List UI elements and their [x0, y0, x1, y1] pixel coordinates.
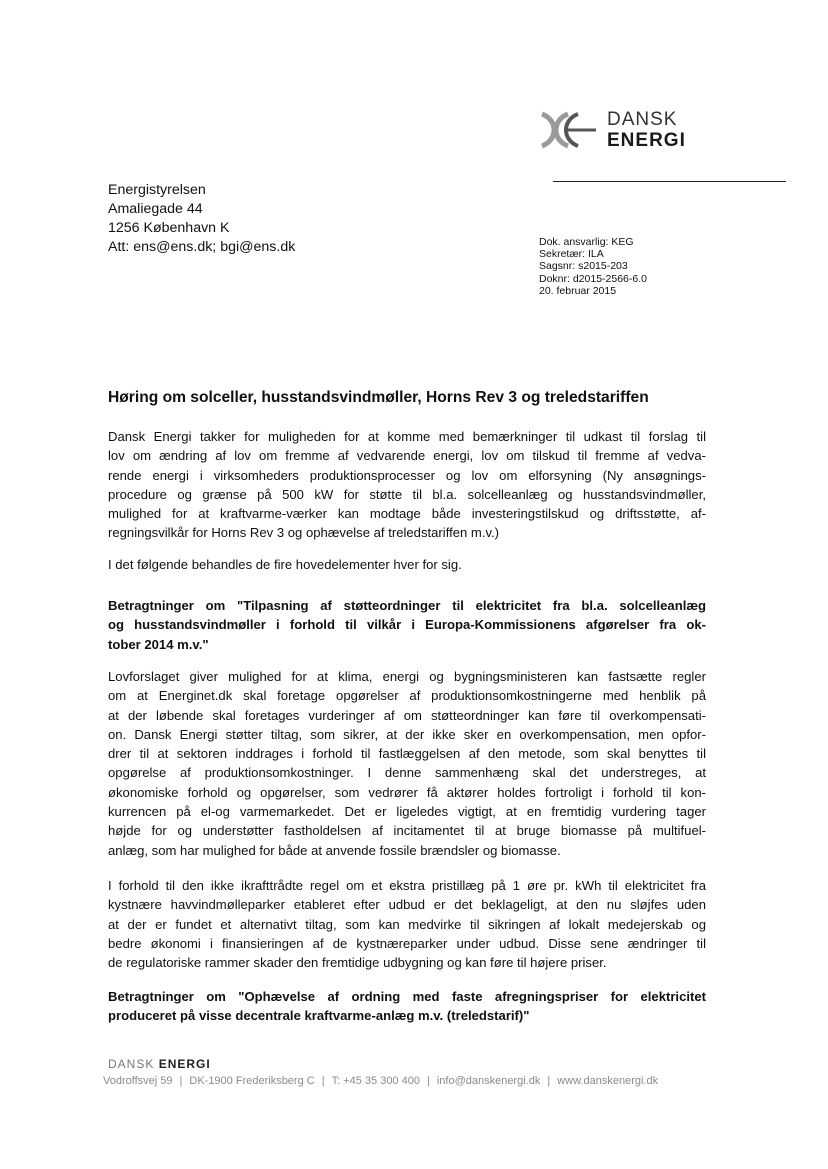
document-meta: [539, 236, 647, 297]
text-line: bedre økonomi i finansieringen af de kystnæreparker under udbud. Disse sene ændringer til: [108, 935, 706, 951]
footer-city: DK-1900 Frederiksberg C: [189, 1075, 315, 1087]
recipient-line: 1256 København K: [108, 220, 230, 236]
footer-brand: [108, 1057, 211, 1071]
heading-line: Betragtninger om "Tilpasning af støtteordninger til elektricitet fra bl.a. solcelleanlæg: [108, 598, 706, 613]
section-heading-treledstarif: [108, 987, 706, 1026]
footer-contact: Vodroffsvej 59 | DK-1900 Frederiksberg C | T: +45 35 300 400 | info@danskenergi.dk | www.danskenergi.dk: [103, 1075, 659, 1087]
overview-paragraph: [108, 555, 706, 574]
text-line: kystnære havvindmølleparker etableret efter udbud er det beklageligt, at den nu sløjfes uden: [108, 897, 706, 913]
document-title: Høring om solceller, husstandsvindmøller, Horns Rev 3 og treledstariffen: [108, 389, 649, 406]
text-line: I det følgende behandles de fire hovedelementer hver for sig.: [108, 557, 462, 572]
dansk-energi-logo: [538, 106, 698, 156]
footer-address: Vodroffsvej 59: [103, 1075, 173, 1087]
text-line: I forhold til den ikke ikrafttrådte regel om et ekstra pristillæg på 1 øre pr. kWh til elektricitet fra: [108, 878, 706, 893]
meta-line: Sagsnr: s2015-203: [539, 260, 628, 273]
section-heading-support-schemes: [108, 596, 706, 654]
meta-line: 20. februar 2015: [539, 284, 617, 297]
text-line: at der løbende skal foretages vurderinger af om støtteordninger kan føre til overkompensati-: [108, 707, 706, 723]
header-rule: [553, 181, 786, 182]
heading-line: og husstandsvindmøller i forhold til vilkår i Europa-Kommissionens afgørelser fra ok-: [108, 617, 706, 633]
intro-paragraph: [108, 427, 706, 543]
text-line: rende energi i virksomheders produktionsprocesser og lov om elforsyning (Ny ansøgnings-: [108, 467, 706, 483]
meta-line: Sekretær: ILA: [539, 248, 604, 261]
production-cost-paragraph: [108, 667, 706, 860]
text-line: regningsvilkår for Horns Rev 3 og ophævelse af treledstariffen m.v.): [108, 525, 500, 541]
footer-phone: T: +45 35 300 400: [331, 1075, 420, 1087]
text-line: kurrencen på el-og varmemarkedet. Det er ligeledes vigtigt, at en fremtidig vurdering tager: [108, 804, 706, 820]
text-line: om at Energinet.dk skal foretage opgørelser af produktionsomkostningerne med henblik på: [108, 688, 706, 704]
heading-line: tober 2014 m.v.": [108, 636, 209, 652]
text-line: drer til at sektoren inddrages i forhold til fastlæggelsen af den metode, som skal benyttes til: [108, 746, 706, 762]
text-line: opgørelse af produktionsomkostninger. I denne sammenhæng skal det understreges, at: [108, 765, 706, 781]
logo-word-energi: ENERGI: [607, 130, 686, 151]
meta-line: Dok. ansvarlig: KEG: [539, 236, 634, 248]
offshore-wind-paragraph: [108, 876, 706, 972]
meta-line: Doknr: d2015-2566-6.0: [539, 272, 647, 285]
text-line: de regulatoriske rammer skader den fremtidige udbygning og kan føre til højere priser.: [108, 955, 607, 971]
heading-line: Betragtninger om "Ophævelse af ordning med faste afregningspriser for elektricitet: [108, 989, 706, 1004]
text-line: anlæg, som har mulighed for både at anvende fossile brændsler og biomasse.: [108, 842, 561, 858]
recipient-line: Energistyrelsen: [108, 182, 206, 198]
recipient-address: [108, 181, 295, 257]
text-line: at der er fundet et alternativt tiltag, som kan medvirke til sikringen af lokalt medejerskab og: [108, 916, 706, 932]
logo-word-dansk: DANSK: [607, 109, 678, 130]
text-line: on. Dansk Energi støtter tiltag, som sikrer, at der ikke sker en overkompensation, men opfor-: [108, 726, 706, 742]
footer-brand-dansk: DANSK: [108, 1057, 155, 1071]
text-line: mulighed for at kraftvarme-værker kan modtage både investeringstilskud og driftsstøtte, af-: [108, 506, 706, 522]
text-line: lov om ændring af lov om fremme af vedvarende energi, lov om tilskud til fremme af vedva-: [108, 448, 706, 464]
recipient-line: Amaliegade 44: [108, 201, 203, 217]
heading-line: produceret på visse decentrale kraftvarme-anlæg m.v. (treledstarif)": [108, 1008, 530, 1024]
text-line: Lovforslaget giver mulighed for at klima, energi og bygningsministeren kan fastsætte regler: [108, 669, 706, 684]
logo-mark-icon: [538, 110, 602, 150]
text-line: procedure og grænse på 500 kW for støtte til bl.a. solcelleanlæg og husstandsvindmøller,: [108, 486, 706, 502]
footer-email-link[interactable]: info@danskenergi.dk: [436, 1075, 541, 1087]
footer-web-link[interactable]: www.danskenergi.dk: [557, 1075, 659, 1087]
text-line: Dansk Energi takker for muligheden for at komme med bemærkninger til udkast til forslag til: [108, 429, 706, 444]
text-line: økonomiske forhold og opgørelser, som vedrører få aktører holdes fortroligt i forhold til kon-: [108, 784, 706, 800]
footer-brand-energi: ENERGI: [158, 1057, 211, 1071]
text-line: højde for og understøtter fastholdelsen af incitamentet til at bruge biomasse på multifuel-: [108, 823, 706, 839]
recipient-line: Att: ens@ens.dk; bgi@ens.dk: [108, 239, 296, 255]
